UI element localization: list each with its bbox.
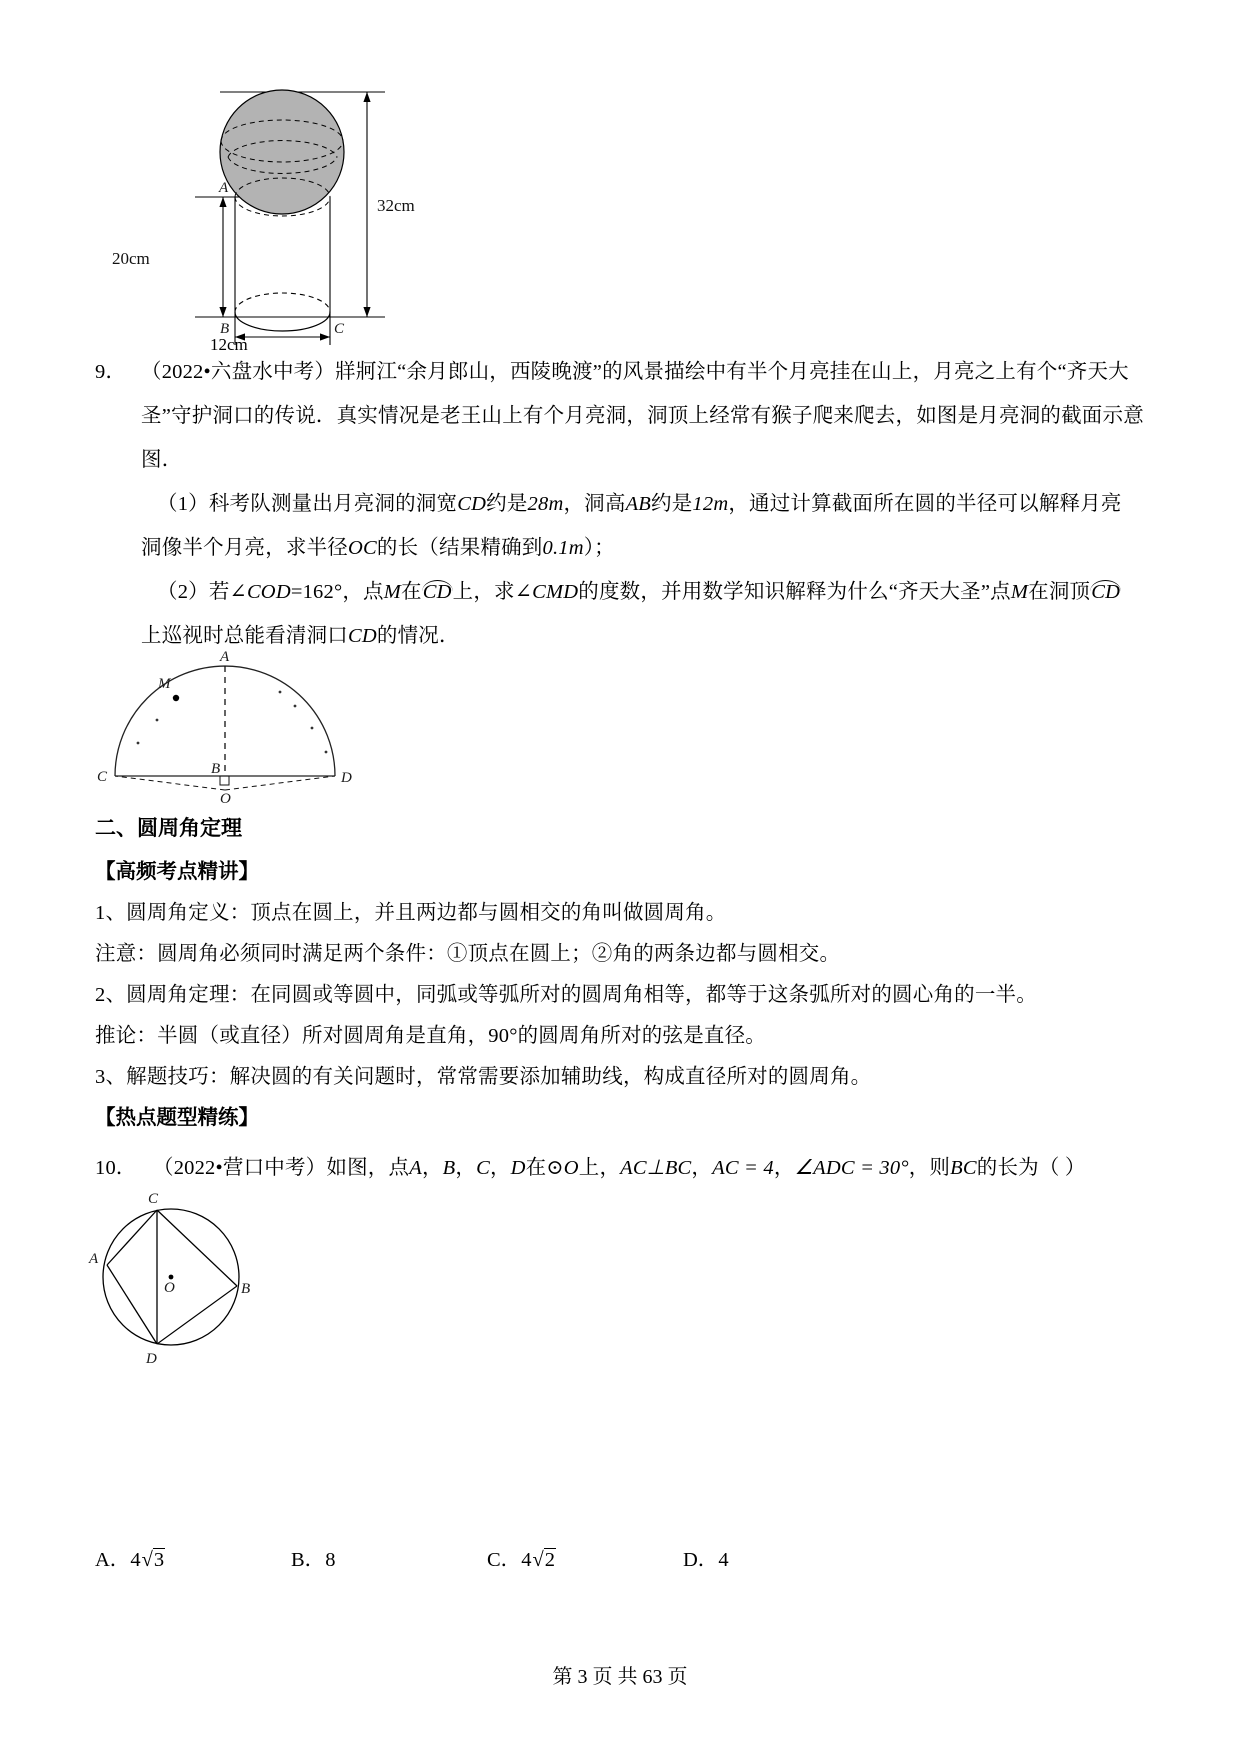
question-10-number: 10． <box>95 1157 137 1179</box>
question-10-line-1 <box>95 1148 1155 1188</box>
q10-text-e: 的长为（ ） <box>976 1157 1086 1179</box>
question-9-line-1 <box>95 352 1150 396</box>
choice-c-coefficient: 4 <box>521 1549 532 1571</box>
question-10-choices <box>95 1542 1095 1572</box>
theory-line-2: 注意：圆周角必须同时满足两个条件：①顶点在圆上；②角的两条边都与圆相交。 <box>95 943 841 965</box>
question-9-line-3 <box>95 440 1150 484</box>
q9-p1-precision: 0.1m <box>542 537 584 559</box>
q9-p2-angle-cod: COD <box>246 581 291 603</box>
dimension-32cm: 32cm <box>377 196 415 215</box>
dimension-20cm: 20cm <box>112 249 150 268</box>
q9-p1-l2-text-a: 洞像半个月亮，求半径 <box>141 537 348 559</box>
choice-d-value: 4 <box>718 1549 729 1571</box>
q10-perpendicular: AC⊥BC <box>620 1157 692 1179</box>
question-9-number: 9． <box>95 361 127 383</box>
q9-p2-text-b: ，点 <box>342 581 384 603</box>
dimension-12cm: 12cm <box>210 335 248 354</box>
q9-p2-segment-cd: CD <box>348 625 377 647</box>
question-9-stem-3: 图． <box>141 449 183 471</box>
figure-label-A3: A <box>89 1251 99 1267</box>
page-footer: 第 3 页 共 63 页 <box>552 1666 688 1688</box>
choice-a-coefficient: 4 <box>130 1549 141 1571</box>
q9-p2-angle-cmd: CMD <box>532 581 579 603</box>
figure-inscribed-circle <box>85 1185 385 1365</box>
q9-p2-text-a: （2）若∠ <box>157 581 247 603</box>
q10-point-d: D <box>510 1157 526 1179</box>
q9-p2-angle-value: 162° <box>302 581 343 603</box>
q10-comma-3: ， <box>489 1157 511 1179</box>
question-9-source: （2022•六盘水中考） <box>141 361 336 383</box>
q9-p2-l2-text-b: 的情况． <box>376 625 460 647</box>
choice-a[interactable] <box>95 1542 291 1572</box>
choice-d[interactable] <box>683 1542 729 1572</box>
q9-p2-arc-cd-2: CD <box>1091 581 1121 603</box>
figure-label-C3: C <box>148 1191 159 1207</box>
q10-segment-bc: BC <box>950 1157 977 1179</box>
q10-text-c: 上， <box>578 1157 621 1179</box>
subheading-hot-practice: 【热点题型精练】 <box>95 1107 259 1129</box>
q9-p1-segment-oc: OC <box>348 537 377 559</box>
q10-text-d: ，则 <box>908 1157 951 1179</box>
figure-label-D2: D <box>341 770 352 786</box>
section-heading: 二、圆周角定理 <box>95 817 242 840</box>
theory-line-1: 1、圆周角定义：顶点在圆上，并且两边都与圆相交的角叫做圆周角。 <box>95 902 727 924</box>
figure-label-O2: O <box>220 791 231 807</box>
q10-point-b: B <box>442 1157 456 1179</box>
q9-p2-arc-cd-1: CD <box>422 581 452 603</box>
q10-comma-1: ， <box>421 1157 443 1179</box>
question-9-part-1-line-2 <box>95 528 1150 572</box>
theory-line-3: 2、圆周角定理：在同圆或等圆中，同弧或等弧所对的圆周角相等，都等于这条弧所对的圆心角的一半。 <box>95 984 1037 1006</box>
q10-point-c: C <box>476 1157 490 1179</box>
figure-label-C: C <box>334 321 345 337</box>
q10-comma-4: ， <box>691 1157 713 1179</box>
choice-b[interactable] <box>291 1542 487 1572</box>
question-9-part-2-line-1 <box>95 572 1150 616</box>
q10-ac-length: AC = 4 <box>712 1157 774 1179</box>
choice-c-radicand: 2 <box>544 1549 555 1571</box>
choice-c[interactable] <box>487 1542 683 1572</box>
q9-p2-point-m-2: M <box>1010 581 1029 603</box>
question-10 <box>95 1148 1155 1188</box>
choice-b-label: B． <box>291 1549 326 1571</box>
subheading-key-points: 【高频考点精讲】 <box>95 861 259 883</box>
theory-line-5: 3、解题技巧：解决圆的有关问题时，常常需要添加辅助线，构成直径所对的圆周角。 <box>95 1066 872 1088</box>
figure-label-D3: D <box>146 1351 157 1367</box>
q9-p1-l2-text-b: 的长（结果精确到 <box>376 537 543 559</box>
q10-circle-o: O <box>563 1157 579 1179</box>
q9-p1-value-28m: 28m <box>527 493 564 515</box>
choice-a-radicand: 3 <box>153 1549 165 1571</box>
q9-p2-text-f: 在洞顶 <box>1028 581 1091 603</box>
figure-label-A2: A <box>220 649 230 665</box>
q10-angle-adc: ∠ADC = 30° <box>794 1157 909 1179</box>
question-9-line-2 <box>95 396 1150 440</box>
radical-icon-2: √2 <box>532 1549 555 1571</box>
q10-comma-2: ， <box>455 1157 477 1179</box>
question-9-part-1-line-1 <box>95 484 1150 528</box>
q10-text-a: 如图，点 <box>326 1157 410 1179</box>
q9-p2-point-m: M <box>383 581 402 603</box>
figure-label-B3: B <box>241 1281 251 1297</box>
theory-line-4: 推论：半圆（或直径）所对圆周角是直角，90°的圆周角所对的弦是直径。 <box>95 1025 766 1047</box>
q9-p1-text-d: 约是 <box>651 493 693 515</box>
question-9 <box>95 352 1150 660</box>
choice-d-label: D． <box>683 1549 719 1571</box>
figure-label-A: A <box>219 180 229 196</box>
q9-p1-text-a: （1）科考队测量出月亮洞的洞宽 <box>157 493 458 515</box>
question-10-source: （2022•营口中考） <box>153 1157 327 1179</box>
q9-p1-segment-ab: AB <box>625 493 652 515</box>
figure-label-B2: B <box>211 761 221 777</box>
figure-sphere-in-cylinder <box>95 45 425 354</box>
q9-p2-equals: = <box>290 581 303 603</box>
q9-p1-text-c: ，洞高 <box>563 493 626 515</box>
q9-p1-text-b: 约是 <box>486 493 528 515</box>
q10-text-b: 在⊙ <box>525 1157 564 1179</box>
q9-p1-segment-cd: CD <box>457 493 487 515</box>
q9-p1-text-e: ，通过计算截面所在圆的半径可以解释月亮 <box>728 493 1122 515</box>
figure-moon-cave-semicircle <box>75 648 395 807</box>
choice-a-label: A． <box>95 1549 131 1571</box>
radical-icon: √3 <box>141 1549 165 1571</box>
choice-c-label: C． <box>487 1549 522 1571</box>
figure-label-M: M <box>158 676 171 692</box>
q10-comma-5: ， <box>773 1157 795 1179</box>
figure-label-B: B <box>220 321 230 337</box>
q9-p1-value-12m: 12m <box>692 493 729 515</box>
question-9-stem-1: 牂牁江“余月郎山，西陵晚渡”的风景描绘中有半个月亮挂在山上，月亮之上有个“齐天大 <box>335 361 1129 383</box>
q9-p2-text-c: 在 <box>401 581 422 603</box>
q9-p2-l2-text-a: 上巡视时总能看清洞口 <box>141 625 348 647</box>
q9-p2-text-e: 的度数，并用数学知识解释为什么“齐天大圣”点 <box>578 581 1011 603</box>
choice-b-value: 8 <box>325 1549 336 1571</box>
q9-p1-l2-text-c: ）； <box>583 537 615 559</box>
q9-p2-text-d: 上，求∠ <box>452 581 533 603</box>
theory-block <box>95 852 1155 1139</box>
figure-label-O3: O <box>164 1280 175 1296</box>
figure-label-C2: C <box>97 769 108 785</box>
q10-point-a: A <box>409 1157 422 1179</box>
question-9-stem-2: 圣”守护洞口的传说．真实情况是老王山上有个月亮洞，洞顶上经常有猴子爬来爬去，如图是月亮洞的截面示意 <box>141 405 1144 427</box>
